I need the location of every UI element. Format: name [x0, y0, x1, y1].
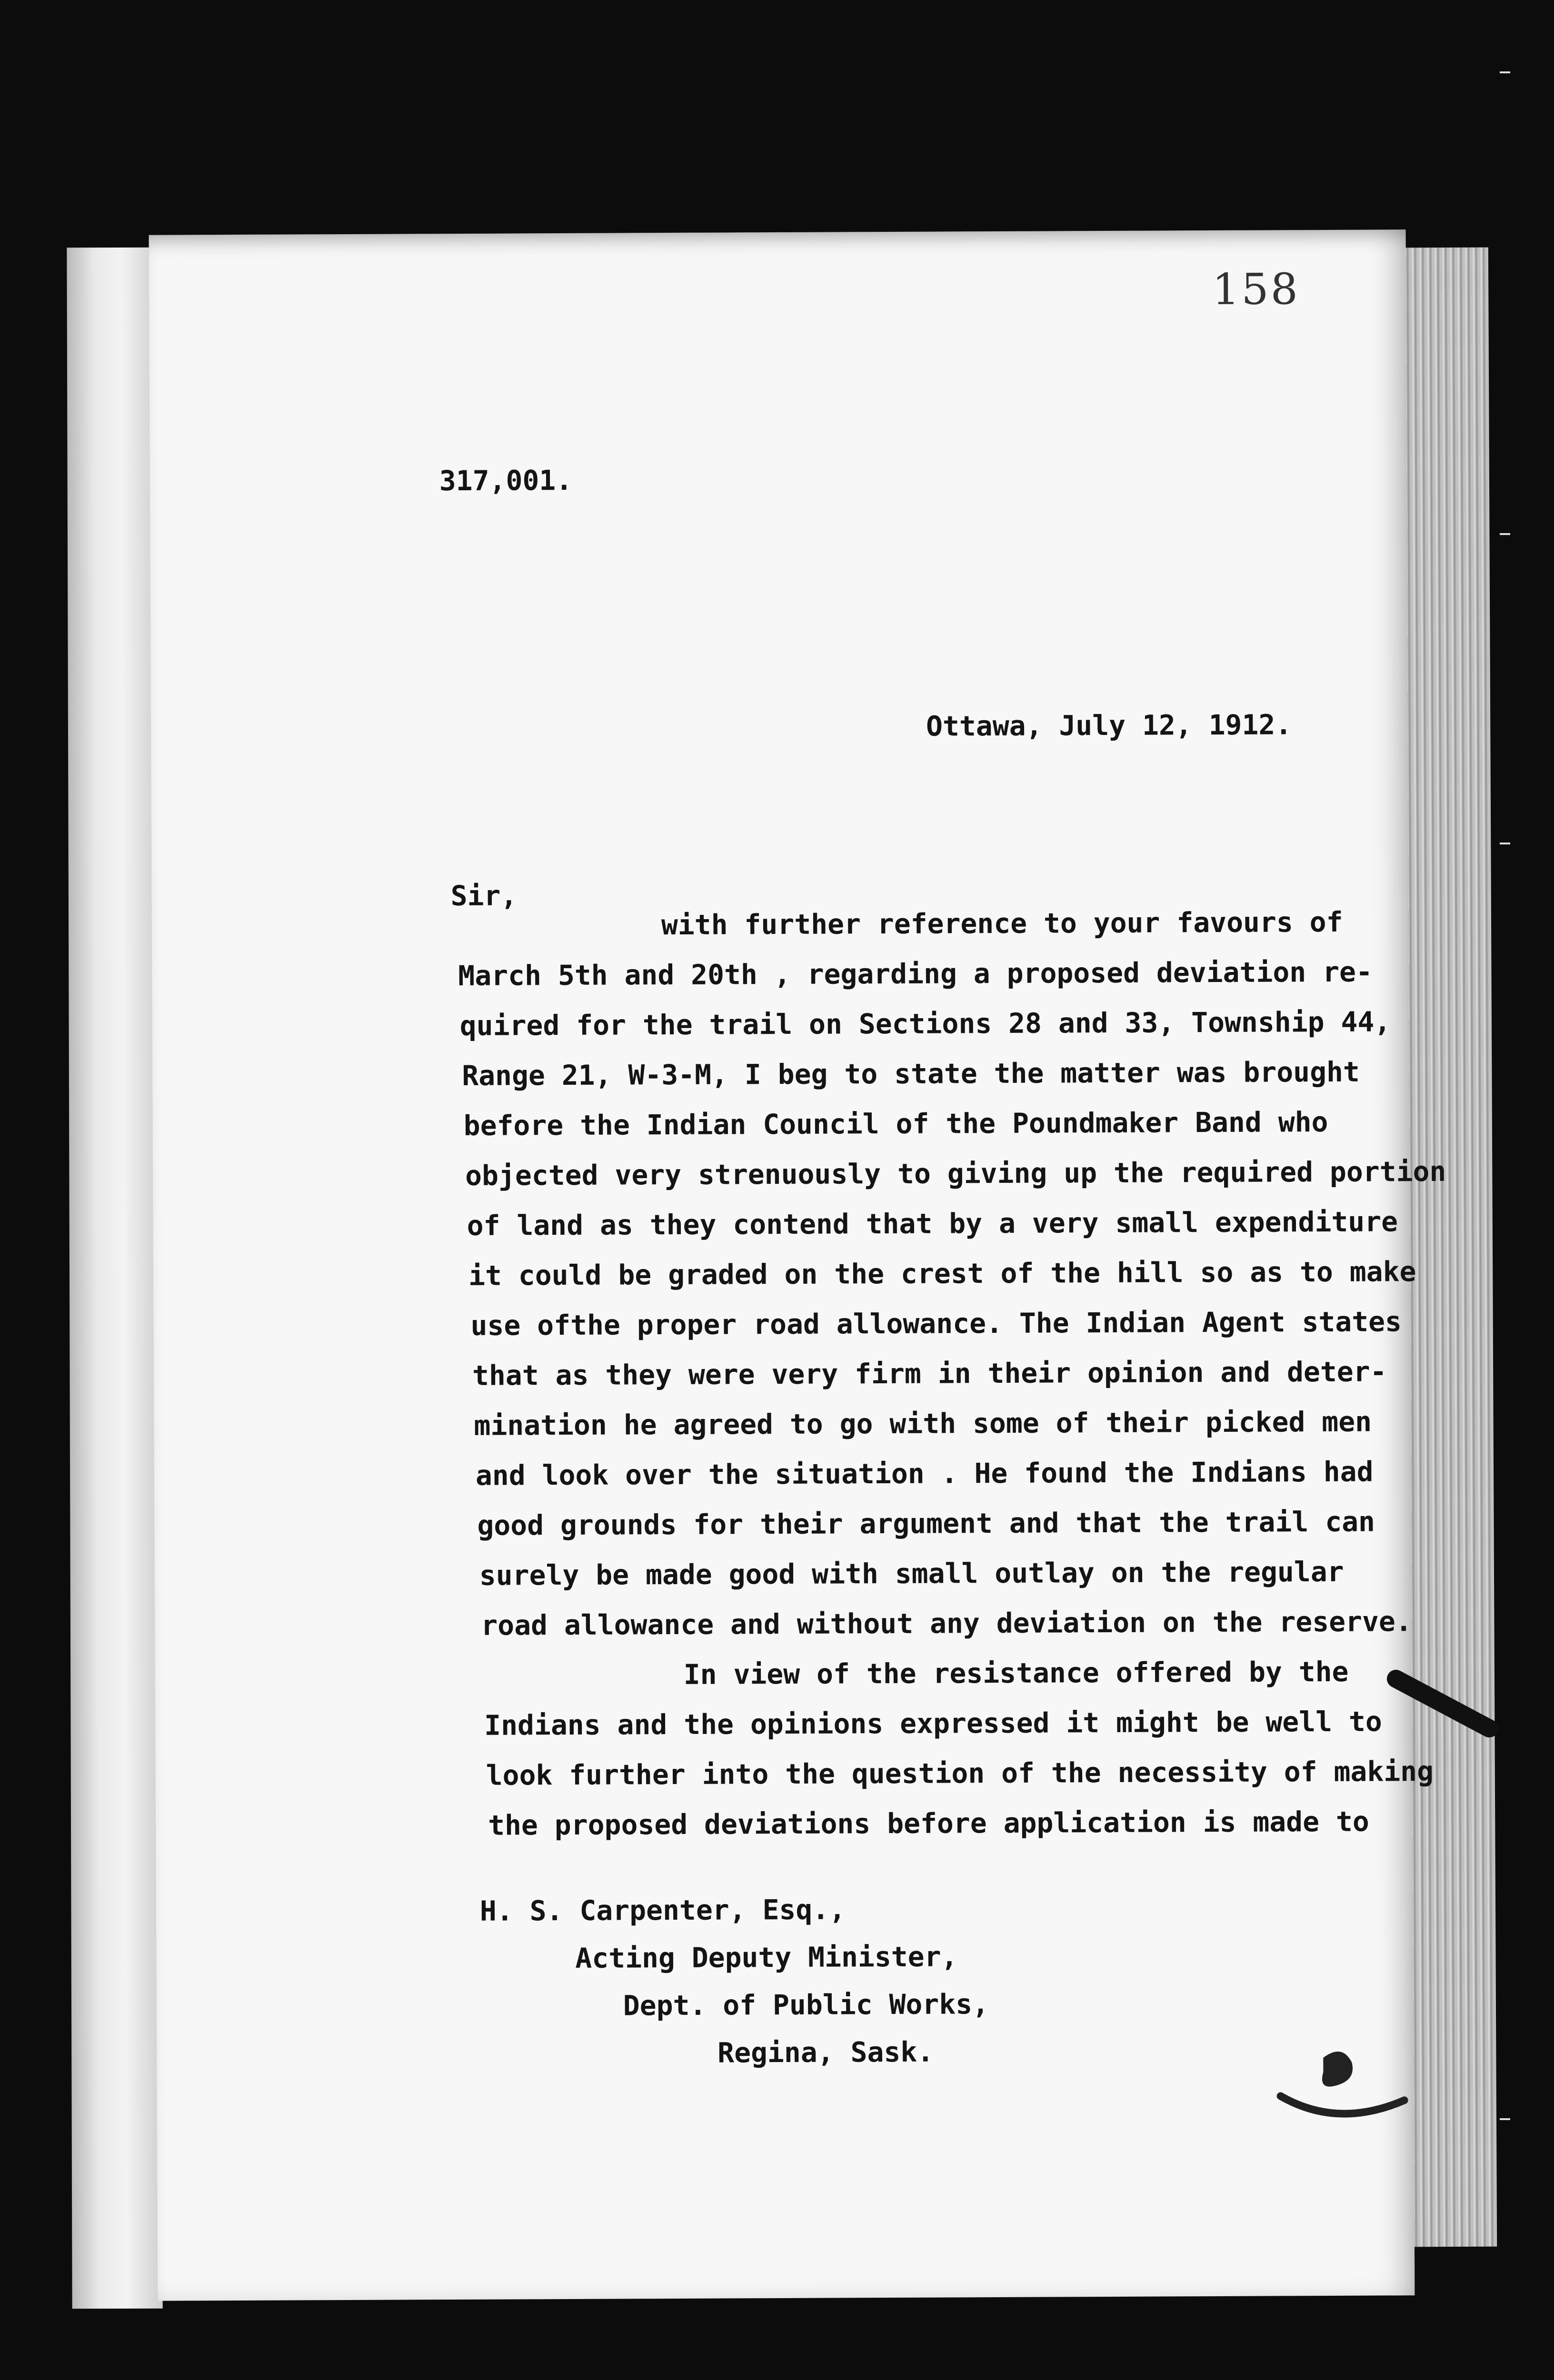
letter-body-line: Range 21, W-3-M, I beg to state the matter was brought	[462, 1055, 1360, 1092]
letter-body-line: and look over the situation . He found the Indians had	[475, 1455, 1374, 1492]
letter-page	[149, 229, 1446, 2301]
letter-body-line: before the Indian Council of the Poundmaker Band who	[463, 1105, 1328, 1142]
letter-body-line: the proposed deviations before application is made to	[488, 1805, 1369, 1842]
addressee-title: Acting Deputy Minister,	[575, 1940, 958, 1974]
letter-body-line: mination he agreed to go with some of their picked men	[474, 1405, 1372, 1442]
page-number: 158	[1212, 264, 1300, 315]
file-number: 317,001.	[439, 464, 573, 497]
film-tick	[1500, 71, 1510, 73]
letter-body-line: good grounds for their argument and that the trail can	[477, 1505, 1375, 1542]
letter-body-line: March 5th and 20th , regarding a proposed deviation re-	[458, 955, 1373, 992]
dateline: Ottawa, July 12, 1912.	[926, 708, 1292, 743]
letter-body-line: road allowance and without any deviation on the reserve.	[481, 1605, 1412, 1642]
handwritten-initials	[1271, 2038, 1433, 2134]
letter-body-line: Indians and the opinions expressed it might be well to	[484, 1705, 1382, 1742]
letter-body-line: quired for the trail on Sections 28 and 33, Township 44,	[459, 1005, 1391, 1042]
letter-body-line: that as they were very firm in their opinion and deter-	[472, 1355, 1387, 1392]
addressee-department: Dept. of Public Works,	[623, 1988, 989, 2022]
addressee-name: H. S. Carpenter, Esq.,	[479, 1893, 846, 1927]
letter-body-line: objected very strenuously to giving up the required portion	[465, 1155, 1446, 1192]
addressee-location: Regina, Sask.	[717, 2035, 934, 2069]
film-tick	[1500, 2118, 1510, 2120]
letter-body-line: use ofthe proper road allowance. The Indian Agent states	[470, 1305, 1402, 1342]
film-tick	[1500, 533, 1510, 535]
letter-body-line: look further into the question of the necessity of making	[486, 1755, 1434, 1792]
letter-body-line: with further reference to your favours of	[661, 905, 1343, 942]
salutation: Sir,	[450, 879, 518, 912]
film-tick	[1500, 843, 1510, 844]
left-page-edge	[67, 248, 162, 2309]
letter-body-line: of land as they contend that by a very small expenditure	[467, 1205, 1398, 1242]
letter-body-line: it could be graded on the crest of the hill so as to make	[468, 1255, 1416, 1292]
letter-body-line: surely be made good with small outlay on the regular	[479, 1555, 1344, 1592]
letter-body-line: In view of the resistance offered by the	[683, 1655, 1349, 1691]
right-page-stack	[1403, 248, 1497, 2247]
